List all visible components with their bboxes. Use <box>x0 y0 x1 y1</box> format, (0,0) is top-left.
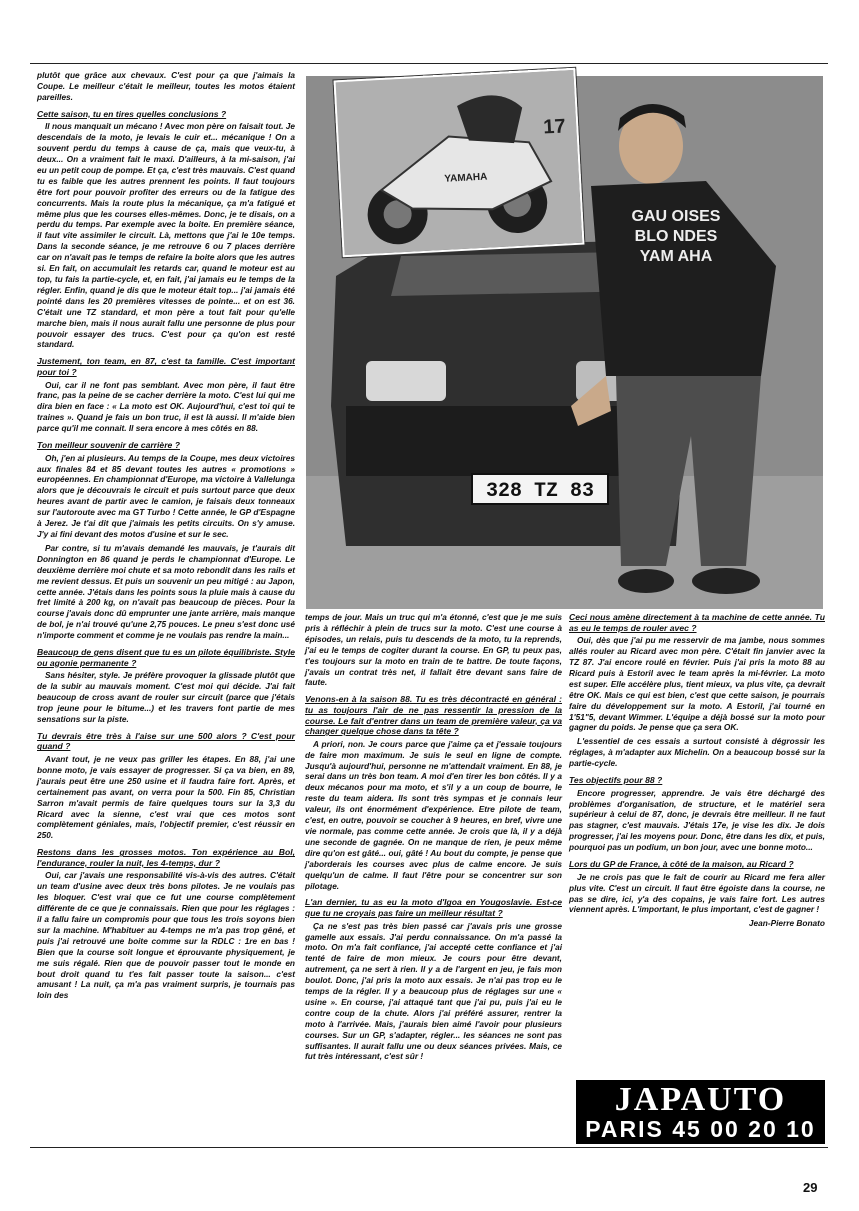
article-column-3 <box>569 612 825 929</box>
answer-paragraph: A priori, non. Je cours parce que j'aime ça et j'essaie toujours de faire mon maximum. Je suis le seul en ligne de compte. Jusqu'à aujourd'hui, personne ne m'attendait vraiment. En 88, je serai dans un très bon team. A moi d'en tirer les bon côtés. Il y a deux mécanos pour ma moto, et s'il y a un coup de bourre, le reste du team aidera. Ils sont très sympas et je connais leur valeur, ils ont énormément d'expérience. Etre pilote de team, c'est, en outre, pouvoir se coucher à 9 heures, en bref, vivre une vie normale, pas comme cette année. Je crois que là, il y a déjà une seconde de gagnée. On ne manque de rien, je peux même dire qu'on est gâté... oui, gâté ! Au bout du compte, je pense que j'aborderais les courses avec plus de calme encore. Je suis quelqu'un de calme. Il faut l'être pour se concentrer sur son pilotage. <box>305 738 562 891</box>
jacket-text-line-1: GAU OISES <box>631 208 721 225</box>
jacket-text-line-2: BLO NDES <box>634 228 718 245</box>
license-plate: 328 TZ 83 <box>485 480 595 503</box>
inset-racing-photo <box>334 68 585 257</box>
article-column-2 <box>305 612 562 1065</box>
ad-phone-number: PARIS 45 00 20 10 <box>585 1116 816 1142</box>
question-heading: L'an dernier, tu as eu la moto d'Igoa en Yougoslavie. Est-ce que tu ne croyais pas faire un meilleur résultat ? <box>305 897 562 918</box>
inset-bike-number: 17 <box>542 115 567 139</box>
answer-paragraph: Ça ne s'est pas très bien passé car j'avais pris une grosse gamelle aux essais. J'ai perdu connaissance. On m'a passé la moto. On m'a fait confiance, j'ai accepté cette confiance et j'ai tenté de faire de mon mieux. Je cours pour être devant, autrement, ça ne sert à rien. Il y a de l'argent en jeu, je fais mon boulot. Donc, j'ai pris la moto aux essais. Je n'ai pas trop eu le temps de la régler. Il y a beaucoup plus de réglages sur une « usine ». En course, j'ai attaqué tant que j'ai pu, puis j'ai eu le contre coup de la chute. Alors j'ai préféré assurer, rentrer la moto à l'arrivée. Mais, j'aurais bien aimé l'avoir pour plusieurs courses. Sur un GP, s'adapter, régler... les séances ne sont pas suffisantes. Il aurait fallu une ou deux séances privées. Mais, ce fut très intéressant, c'est sûr ! <box>305 920 562 1062</box>
question-heading: Ton meilleur souvenir de carrière ? <box>37 440 180 451</box>
question-heading: Beaucoup de gens disent que tu es un pilote équilibriste. Style ou agonie permanente ? <box>37 647 295 668</box>
ad-brand: JAPAUTO <box>614 1081 787 1118</box>
answer-paragraph: temps de jour. Mais un truc qui m'a étonné, c'est que je me suis pris à réfléchir à plein de trucs sur la moto. C'est une course à épisodes, un relais, puis tu descends de la moto, tu la reprends, j'ai eu le temps de cogiter durant la course. En GP, tu peux pas, t'es toujours sur la moto en train de te battre. De toute façons, j'avais un contrat très net, il fallait être devant sans faire de faute. <box>305 612 562 688</box>
answer-paragraph: Avant tout, je ne veux pas griller les étapes. En 88, j'ai une bonne moto, je vais essayer de progresser. Si ça va bien, en 89, j'aurais peut être une 250 usine et il faudra faire fort. Après, et certainement pas avant, on verra pour la 500. Fin 85, Christian Sarron m'avait permis de faire quelques tours sur la 3,3 du Ricard avec la sienne, c'est vrai que ces motos sont complètement géniales, mais, l'objectif premier, c'est réussir en 250. <box>37 753 295 841</box>
answer-paragraph: Je ne crois pas que le fait de courir au Ricard me fera aller plus vite. C'est un circuit. Il faut être égoiste dans la course, ne pas se dire, ici, y'a des copains, je vais faire fort. Les autres viennent après. L'important, le plus important, c'est de gagner ! <box>569 871 825 915</box>
answer-paragraph: Oui, car il ne font pas semblant. Avec mon père, il faut être franc, pas la peine de se cacher derrière la moto. C'est lui qui me dira bien en face : « La moto est OK. Aujourd'hui, c'est toi qui te traines ». Quand je fais un bon truc, il est là aussi. Il m'aide bien parce qu'il me connait. Il sera encore à mes côtés en 88. <box>37 379 295 434</box>
answer-paragraph: Oui, car j'avais une responsabilité vis-à-vis des autres. C'était un team d'usine avec deux très bons pilotes. Je ne voulais pas les bloquer. C'est vrai que ce fut une course complètement différente de ce que je connaissais. Rien que pour les réglages : il a fallu faire un compromis pour que tous les trois soyons bien sur la machine. M'habituer au 4-temps ne m'a pas trop gêné, et puis j'ai retrouvé une boite comme sur la RDLC : 1re en bas ! Bien que la course soit longue et éprouvante physiquement, je me suis régalé. Rien que de pouvoir passer tout le monde en bout droit quand tu t'es fait passer toute la saison... c'est amusant ! La nuit, ça m'a pas vraiment surpris, je tournais pas loin des <box>37 870 295 1001</box>
top-rule <box>30 63 828 64</box>
answer-paragraph: Oh, j'en ai plusieurs. Au temps de la Coupe, mes deux victoires aux finales 84 et 85 devant toutes les autres « promotions » européennes. En championnat d'Europe, ma victoire à Vallelunga alors que je découvrais le circuit et puis surtout parce que deux heures avant de partir avec le camion, je faisais deux tonneaux sur l'autoroute avec ma GT Turbo ! Cette année, le GP d'Espagne à Jerez. Je t'ai dit que j'aimais les petits circuits. On s'y amuse. J'y ai fini devant des motos d'usine et sur le sec. <box>37 452 295 539</box>
author-signature: Jean-Pierre Bonato <box>748 918 825 929</box>
question-heading: Tes objectifs pour 88 ? <box>569 775 663 786</box>
article-column-1 <box>37 70 295 1004</box>
intro-paragraph: plutôt que grâce aux chevaux. C'est pour ça que j'aimais la Coupe. Le meilleur c'était le meilleur, toutes les motos étaient pareilles. <box>37 70 295 102</box>
question-heading: Tu devrais être très à l'aise sur une 500 alors ? C'est pour quand ? <box>37 730 295 752</box>
question-heading: Cette saison, tu en tires quelles conclusions ? <box>37 108 227 119</box>
inset-racing-drawing <box>336 70 583 255</box>
answer-paragraph: Par contre, si tu m'avais demandé les mauvais, je t'aurais dit Donnington en 86 quand je perds le championnat d'Europe. Le deuxième derrière moi chute et sa moto rebondit dans les rails et me revient dessus. Et puis un souvenir un peu mitigé : au Japon, cette année. J'étais dans les points sous la pluie mais à cause du fret limité à 200 kg, on n'avait pas beaucoup de pièces. Pour la course j'avais donc dû emprunter une jante arrière, mais manque de bol, je n'ai trouvé qu'une 2,75 pouces. Le pneu s'est donc usé n'importe comment et comme je ne voulais pas rendre la main... <box>37 542 295 641</box>
answer-paragraph: Encore progresser, apprendre. Je vais être déchargé des problèmes d'organisation, de structure, et le matériel sera supérieur à celui de 87, donc, je devrais être meilleur. Il ne faut pas stagner, c'est mauvais. J'étais 17e, je vise les dix. Je dois progresser, j'ai les moyens pour. Donc, être dans les dix, et puis, pourquoi pas un podium, un bon jour, avec une bonne moto... <box>569 787 825 853</box>
answer-paragraph: Il nous manquait un mécano ! Avec mon père on faisait tout. Je descendais de la moto, je levais le cuir et... mécanique ! On a souvent perdu du temps à cause de ça, mais que veux-tu, à deux... On a vraiment fait le maxi. D'ailleurs, à la mi-saison, j'ai eu un petit coup de pompe. Et ça, c'est très mauvais. C'est quand tu es faible que les autres prennent les points. Il faut toujours être fort pour pouvoir profiter des erreurs ou de la fatigue des concurrents. Mais la route plus la mécanique, ça m'a fatigué et même plus que les courses elles-mêmes. Donc, je te disais, on a perdu du temps. Par exemple avec la boite. En première séance, il faut vite assimiler le circuit. Là, mettons que j'ai le 10e temps. Dans la seconde séance, je me retrouve 6 ou 7 places derrière car on n'avait pas le temps de refaire la boite alors que les autres si. En fait, on accumulait les retards car, quand le moteur est au top, tu fais la partie-cycle, et, en fait, j'ai jamais eu le temps de la régler. Enfin, quand je dis que le moteur était top... j'ai jamais été pointé dans les 20 premières vitesses de pointe... et on est 36. C'était une TZ standard, et mon père a tout fait pour qu'elle marche bien, mais il nous aurait fallu une personne de plus pour pouvoir essayer des trucs. C'est pour ça qu'on est resté standard. <box>37 121 295 350</box>
inset-fairing-text: YAMAHA <box>444 171 488 185</box>
bottom-rule <box>30 1147 828 1148</box>
answer-paragraph: Sans hésiter, style. Je préfère provoquer la glissade plutôt que de la subir au mauvais moment. C'est moi qui décide. J'ai fait beaucoup de cross avant de rouler sur circuit (parce que j'étais trop jeune pour le bitume...) et les travers font partie de mes sensations sur la piste. <box>37 670 295 724</box>
japauto-advertisement <box>576 1080 825 1144</box>
question-heading: Venons-en à la saison 88. Tu es très décontracté en général : tu as toujours l'air de ne pas ressentir la pression de la course. Le fait d'entrer dans un team de première valeur, ça va changer quelque chose dans ta tête ? <box>305 694 562 737</box>
question-heading: Ceci nous amène directement à ta machine de cette année. Tu as eu le temps de rouler avec ? <box>569 612 825 633</box>
question-heading: Justement, ton team, en 87, c'est ta famille. C'est important pour toi ? <box>37 356 295 377</box>
question-heading: Restons dans les grosses motos. Ton expérience au Bol, l'endurance, rouler la nuit, les 4-temps, dur ? <box>37 847 295 868</box>
answer-paragraph: L'essentiel de ces essais a surtout consisté à dégrossir les réglages, à m'adapter aux Michelin. On a beaucoup bossé sur la partie-cycle. <box>569 736 825 769</box>
page-number: 29 <box>803 1180 818 1195</box>
answer-paragraph: Oui, dès que j'ai pu me resservir de ma jambe, nous sommes allés rouler au Ricard avec mon père. C'était fin janvier avec la TZ 87. J'ai encore roulé en février. Puis j'ai pris la moto 88 au Ricard puis à Estoril avec le team après la mi-février. La moto est super. Elle accélère plus, tient mieux, va plus vite, ça devrait être OK. Mais ce qui est bien, c'est que cette saison, je pourrais faire du développement sur la moto. A Estoril, j'ai tourné en 1'51"5, devant Wimmer. L'équipe a déjà bossé sur la moto pour gagner du poids. Je pense que ça sera OK. <box>569 635 825 733</box>
question-heading: Lors du GP de France, à côté de la maison, au Ricard ? <box>569 859 794 870</box>
jacket-text-line-3: YAM AHA <box>639 248 713 265</box>
